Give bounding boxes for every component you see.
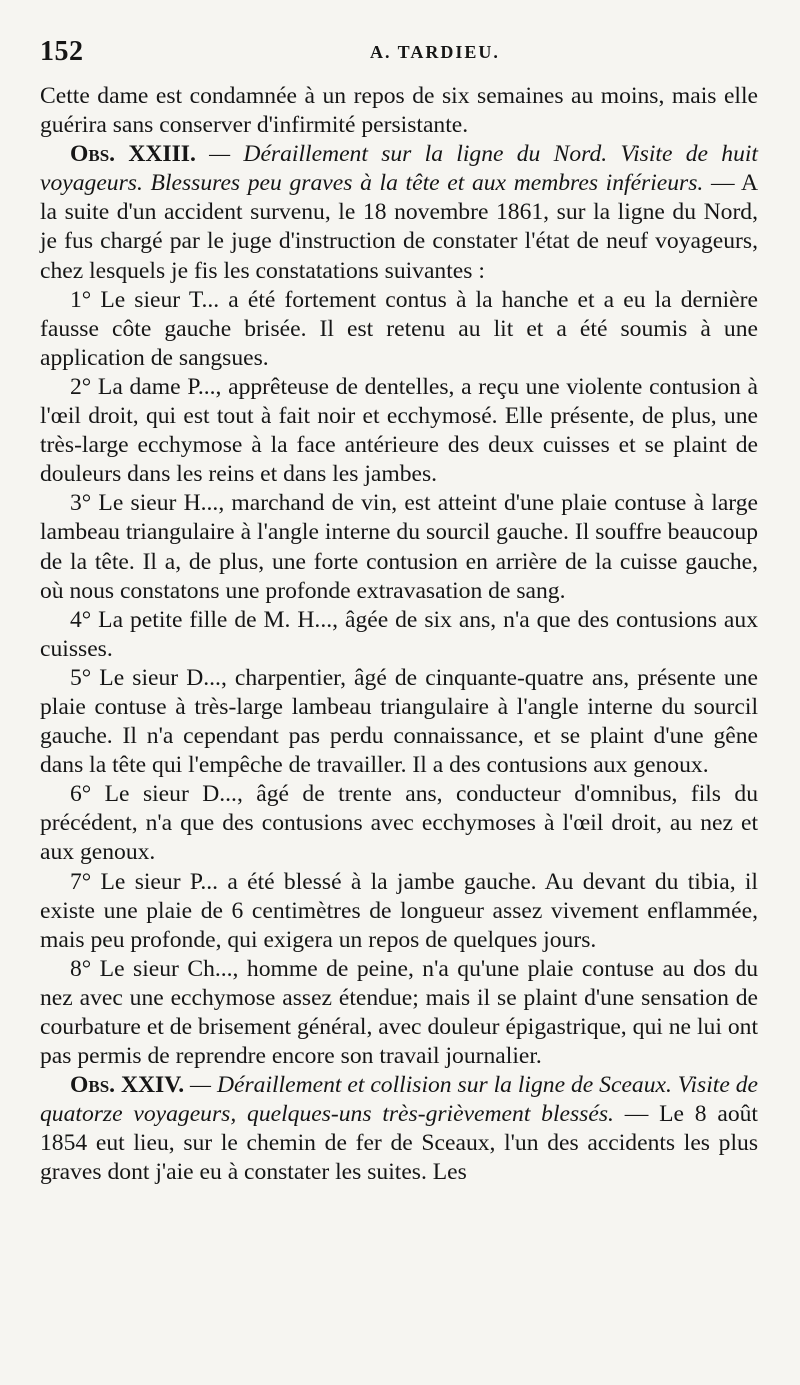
text-segment: — A la suite d'un accident survenu, le 18 novembre 1861, sur la ligne du Nord, je fus chargé par le juge d'instruction de constater l'état de neuf voyageurs, chez lesquels je fis les constatations suivantes : xyxy=(40,170,758,284)
list-item-paragraph xyxy=(40,955,758,1071)
list-item-paragraph xyxy=(40,489,758,605)
running-head: A. TARDIEU. xyxy=(370,42,500,62)
list-item-paragraph xyxy=(40,780,758,867)
list-item-paragraph xyxy=(40,868,758,955)
observation-label: Obs. XXIII. xyxy=(70,141,196,168)
paragraph xyxy=(40,82,758,140)
text-segment: Cette dame est condamnée à un repos de six semaines au moins, mais elle guérira sans conserver d'infirmité persistante. xyxy=(40,83,758,139)
text-segment: 3° Le sieur H..., marchand de vin, est atteint d'une plaie contuse à large lambeau triangulaire à l'angle interne du sourcil gauche. Il souffre beaucoup de la tête. Il a, de plus, une forte contusion en arrière de la cuisse gauche, où nous constatons une profonde extravasation de sang. xyxy=(40,490,758,604)
observation-title: — Déraillement sur la ligne du Nord. Visite de huit voyageurs. Blessures peu graves à la tête et aux membres inférieurs. xyxy=(40,141,758,197)
observation-label: Obs. XXIV. xyxy=(70,1072,185,1099)
text-segment: 4° La petite fille de M. H..., âgée de six ans, n'a que des contusions aux cuisses. xyxy=(40,606,758,662)
text-segment: 8° Le sieur Ch..., homme de peine, n'a qu'une plaie contuse au dos du nez avec une ecchymose assez étendue; mais il se plaint d'une sensation de courbature et de brisement général, avec douleur épigastrique, qui ne lui ont pas permis de reprendre encore son travail journalier. xyxy=(40,955,758,1070)
text-segment: 5° Le sieur D..., charpentier, âgé de cinquante-quatre ans, présente une plaie contuse à très-large lambeau triangulaire à l'angle interne du sourcil gauche. Il n'a cependant pas perdu connaissance, et se plaint d'une gêne dans la tête qui l'empêche de travailler. Il a des contusions aux genoux. xyxy=(40,664,758,779)
text-segment: 2° La dame P..., apprêteuse de dentelles, a reçu une violente contusion à l'œil droit, qui est tout à fait noir et ecchymosé. Elle présente, de plus, une très-large ecchymose à la face antérieure des deux cuisses et se plaint de douleurs dans les reins et dans les jambes. xyxy=(40,373,758,488)
observation-heading-paragraph xyxy=(40,140,758,285)
text-segment: 6° Le sieur D..., âgé de trente ans, conducteur d'omnibus, fils du précédent, n'a que des contusions avec ecchymoses à l'œil droit, au nez et aux genoux. xyxy=(40,781,758,866)
list-item-paragraph xyxy=(40,373,758,489)
list-item-paragraph xyxy=(40,606,758,664)
text-segment: 1° Le sieur T... a été fortement contus à la hanche et a eu la dernière fausse côte gauche brisée. Il est retenu au lit et a été soumis à une application de sangsues. xyxy=(40,286,758,371)
list-item-paragraph xyxy=(40,664,758,780)
observation-title: — Déraillement et collision sur la ligne de Sceaux. Visite de quatorze voyageurs, quelques-uns très-grièvement blessés. xyxy=(40,1072,758,1128)
text-segment: 7° Le sieur P... a été blessé à la jambe gauche. Au devant du tibia, il existe une plaie de 6 centimètres de longueur assez vivement enflammée, mais peu profonde, qui exigera un repos de quelques jours. xyxy=(40,868,758,953)
body-text xyxy=(40,82,758,1188)
text-segment: — Le 8 août 1854 eut lieu, sur le chemin de fer de Sceaux, l'un des accidents les plus graves dont j'aie eu à constater les suites. Les xyxy=(40,1101,758,1186)
page-header xyxy=(40,36,780,68)
page-number: 152 xyxy=(40,36,84,67)
list-item-paragraph xyxy=(40,286,758,373)
observation-heading-paragraph xyxy=(40,1071,758,1187)
